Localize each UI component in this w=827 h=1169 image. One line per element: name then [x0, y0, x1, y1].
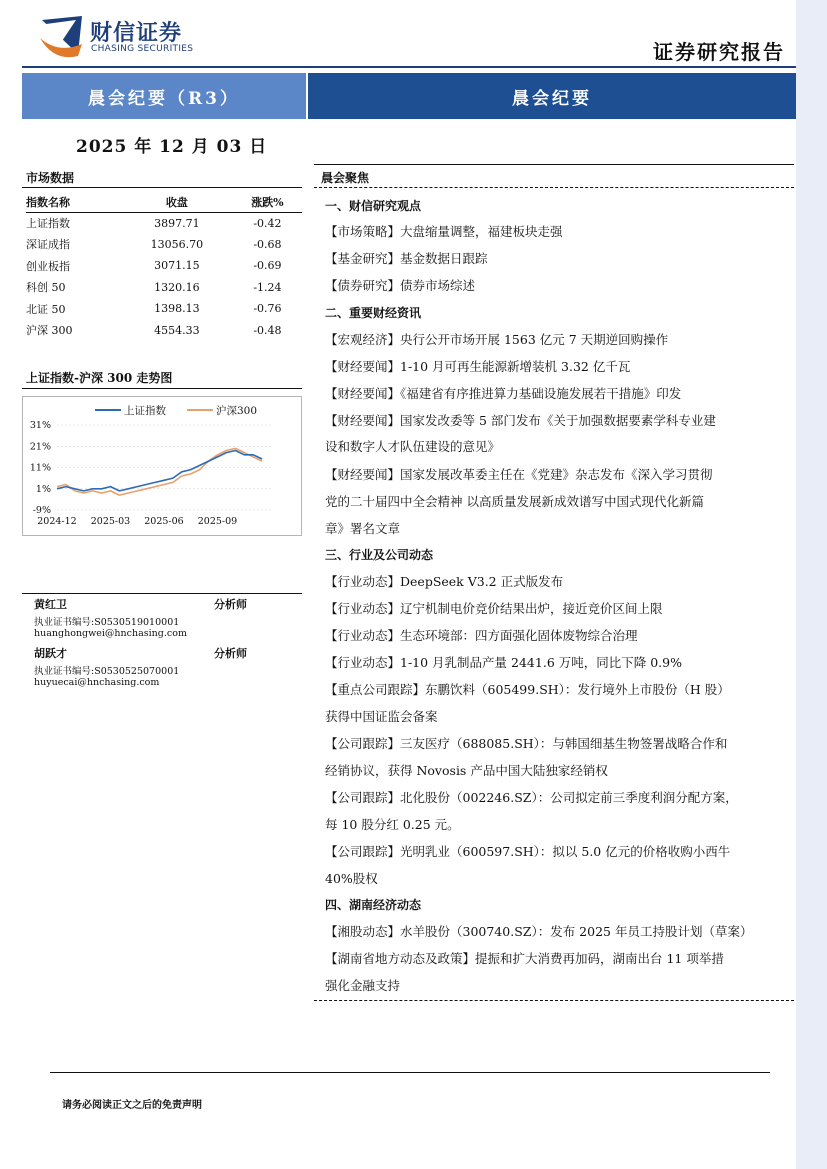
- banner-left: 晨会纪要（R3）: [22, 73, 306, 119]
- index-name: 北证 50: [26, 302, 66, 316]
- news-item: 获得中国证监会备案: [325, 709, 438, 724]
- close-value: 13056.70: [150, 237, 204, 251]
- table-row: [26, 212, 302, 234]
- index-name: 科创 50: [26, 281, 66, 295]
- close-value: 4554.33: [154, 323, 200, 337]
- x-tick-label: 2025-03: [90, 516, 131, 527]
- index-name: 创业板指: [26, 259, 70, 273]
- news-item: 【财经要闻】国家发改委等 5 部门发布《关于加强数据要素学科专业建: [325, 413, 716, 428]
- index-name: 上证指数: [26, 217, 70, 230]
- analyst-role: 分析师: [214, 647, 247, 660]
- focus-top-rule: [314, 164, 794, 165]
- table-row: [26, 234, 302, 256]
- banner-right: 晨会纪要: [308, 73, 796, 119]
- section-heading: 四、湖南经济动态: [325, 898, 422, 912]
- x-tick-label: 2024-12: [37, 516, 77, 527]
- close-value: 3071.15: [154, 259, 200, 273]
- change-value: -0.42: [253, 216, 282, 230]
- y-tick-label: -9%: [32, 505, 51, 516]
- trend-chart-svg: [23, 397, 303, 537]
- y-tick-label: 1%: [35, 483, 51, 495]
- table-row: [26, 277, 302, 299]
- change-value: -0.76: [253, 302, 282, 316]
- section-heading: 三、行业及公司动态: [325, 548, 434, 562]
- news-item: 【财经要闻】国家发展改革委主任在《党建》杂志发布《深入学习贯彻: [325, 467, 713, 482]
- section-heading: 一、财信研究观点: [325, 199, 422, 213]
- news-item: 设和数字人才队伍建设的意见》: [325, 439, 501, 454]
- y-tick-label: 11%: [29, 462, 51, 474]
- col-close: 收盘: [121, 192, 233, 212]
- disclaimer: 请务必阅读正文之后的免责声明: [62, 1100, 202, 1111]
- table-row: [26, 298, 302, 320]
- chart-title: 上证指数-沪深 300 走势图: [26, 371, 173, 385]
- news-item: 强化金融支持: [325, 978, 401, 993]
- company-name-en: CHASING SECURITIES: [91, 44, 194, 54]
- news-item: 经销协议，获得 Novosis 产品中国大陆独家经销权: [325, 763, 608, 778]
- table-row: [26, 320, 302, 342]
- news-item: 【债券研究】债券市场综述: [325, 278, 476, 293]
- chart-title-rule: [22, 388, 302, 389]
- close-value: 1320.16: [154, 280, 200, 294]
- series-line: [57, 448, 262, 495]
- news-item: 【财经要闻】1-10 月可再生能源新增装机 3.32 亿千瓦: [325, 359, 631, 374]
- news-item: 每 10 股分红 0.25 元。: [325, 817, 460, 832]
- change-value: -0.48: [253, 323, 282, 337]
- news-item: 40%股权: [325, 871, 378, 886]
- news-item: 【行业动态】生态环境部：四方面强化固体废物综合治理: [325, 628, 638, 643]
- analyst-email[interactable]: huanghongwei@hnchasing.com: [34, 628, 187, 639]
- analyst-rule: [22, 593, 302, 594]
- change-value: -1.24: [253, 280, 282, 294]
- news-item: 【重点公司跟踪】东鹏饮料（605499.SH）：发行境外上市股份（H 股）: [325, 682, 730, 697]
- col-change: 涨跌%: [233, 192, 302, 212]
- x-tick-label: 2025-09: [197, 516, 238, 527]
- analyst-name: 黄红卫: [34, 598, 67, 611]
- index-name: 沪深 300: [26, 324, 73, 338]
- table-row: [26, 255, 302, 277]
- news-item: 【行业动态】DeepSeek V3.2 正式版发布: [325, 574, 564, 589]
- logo-mark-icon: [38, 14, 86, 60]
- change-value: -0.69: [253, 259, 282, 273]
- footer-rule: [50, 1072, 770, 1073]
- report-date: 2025 年 12 月 03 日: [76, 137, 268, 157]
- focus-bottom-rule: [314, 1000, 794, 1001]
- market-data-title: 市场数据: [26, 171, 75, 185]
- x-tick-label: 2025-06: [144, 516, 184, 527]
- market-title-rule: [22, 187, 302, 188]
- index-name: 深证成指: [26, 238, 70, 252]
- header-rule: [22, 66, 796, 68]
- news-item: 【湘股动态】水羊股份（300740.SZ）：发布 2025 年员工持股计划（草案）: [325, 924, 753, 939]
- focus-title: 晨会聚焦: [321, 171, 370, 185]
- legend-label: 沪深300: [216, 405, 258, 417]
- analyst-cert: 执业证书编号:S0530525070001: [34, 666, 180, 677]
- col-index-name: 指数名称: [26, 192, 121, 212]
- close-value: 1398.13: [154, 302, 200, 316]
- news-item: 【基金研究】基金数据日跟踪: [325, 251, 488, 266]
- news-item: 【市场策略】大盘缩量调整，福建板块走强: [325, 224, 563, 239]
- analyst-name: 胡跃才: [34, 647, 67, 660]
- news-item: 【湖南省地方动态及政策】提振和扩大消费再加码，湖南出台 11 项举措: [325, 951, 724, 966]
- analyst-cert: 执业证书编号:S0530519010001: [34, 617, 180, 628]
- close-value: 3897.71: [154, 216, 200, 230]
- news-item: 【宏观经济】央行公开市场开展 1563 亿元 7 天期逆回购操作: [325, 332, 669, 347]
- news-item: 【公司跟踪】三友医疗（688085.SH）：与韩国细基生物签署战略合作和: [325, 736, 728, 751]
- news-item: 【行业动态】辽宁机制电价竞价结果出炉，接近竞价区间上限: [325, 601, 663, 616]
- news-item: 【公司跟踪】光明乳业（600597.SH）：拟以 5.0 亿元的价格收购小西牛: [325, 844, 731, 859]
- news-item: 【财经要闻】《福建省有序推进算力基础设施发展若干措施》印发: [325, 386, 682, 401]
- news-item: 【公司跟踪】北化股份（002246.SZ）：公司拟定前三季度利润分配方案，: [325, 790, 738, 805]
- company-name-cn: 财信证券: [90, 21, 183, 46]
- y-tick-label: 31%: [29, 420, 51, 431]
- legend-label: 上证指数: [124, 405, 166, 417]
- analyst-email[interactable]: huyuecai@hnchasing.com: [34, 677, 160, 688]
- market-table-header: [26, 192, 302, 212]
- side-strip: [796, 0, 827, 1169]
- change-value: -0.68: [253, 237, 282, 251]
- news-item: 章》署名文章: [325, 521, 401, 536]
- market-table: [26, 192, 302, 341]
- analyst-role: 分析师: [214, 598, 247, 611]
- report-type: 证券研究报告: [653, 40, 785, 64]
- company-logo: [38, 14, 208, 60]
- y-tick-label: 21%: [29, 441, 51, 453]
- news-item: 党的二十届四中全会精神 以高质量发展新成效谱写中国式现代化新篇: [325, 494, 704, 509]
- focus-title-rule: [314, 187, 794, 188]
- section-heading: 二、重要财经资讯: [325, 306, 422, 320]
- news-item: 【行业动态】1-10 月乳制品产量 2441.6 万吨，同比下降 0.9%: [325, 655, 682, 670]
- trend-chart: [22, 396, 302, 536]
